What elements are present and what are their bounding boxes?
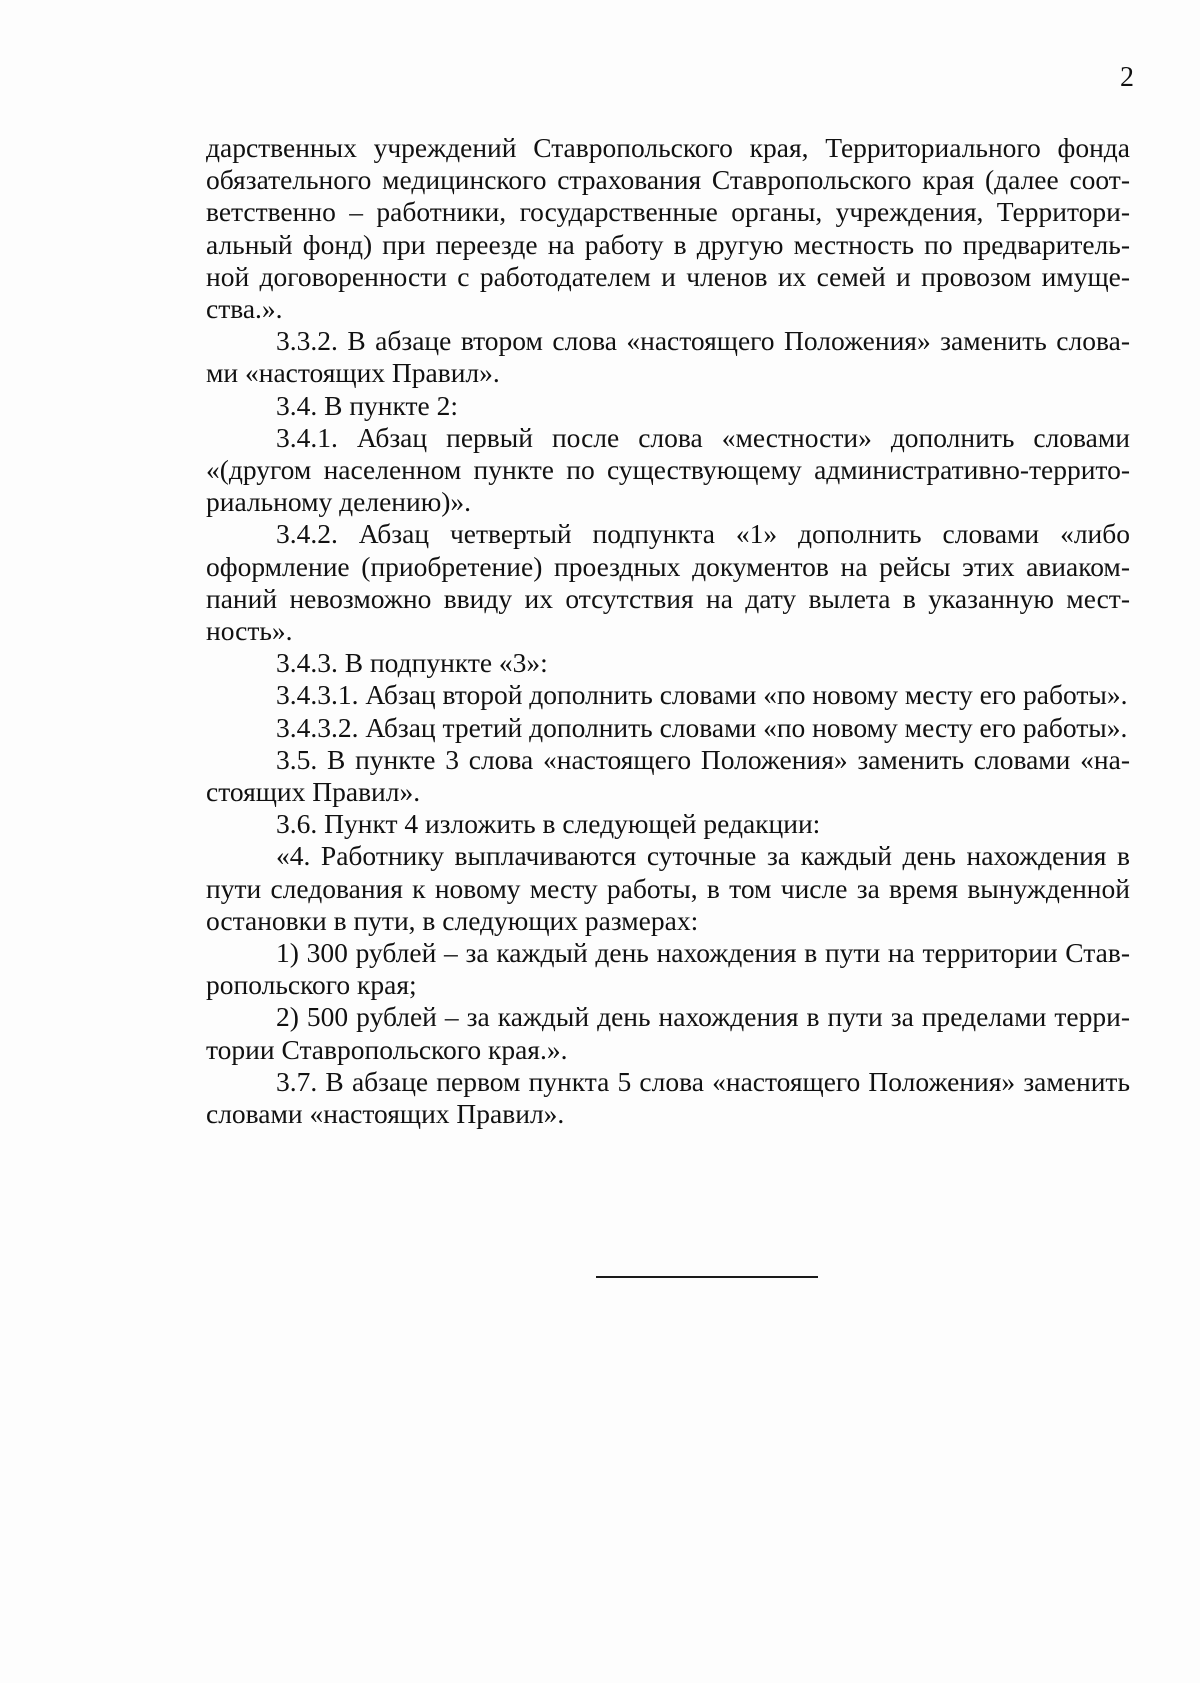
paragraph-3-6: 3.6. Пункт 4 изложить в следующей редакции: — [276, 808, 821, 840]
paragraph-subitem-2: 2) 500 рублей – за каждый день нахождения в пути за пределами территории Ставропольского края.». — [206, 1001, 1130, 1065]
paragraph-3-7: 3.7. В абзаце первом пункта 5 слова «настоящего Положения» заменить словами «настоящих Правил». — [206, 1065, 1130, 1130]
paragraph-continuation: дарственных учреждений Ставропольского края, Территориального фонда обязательного медицинского страхования Ставропольского края (далее соответственно – работники, государственные органы, учреждения, Территориальный фонд) при переезде на работу в другую местность по предварительной договоренности с работодателем и членов их семей и провозом имущества.». — [206, 132, 1130, 325]
paragraph-3-4: 3.4. В пункте 2: — [276, 389, 459, 421]
paragraph-3-4-3-1: 3.4.3.1. Абзац второй дополнить словами «по новому месту его работы». — [276, 679, 1128, 711]
paragraph-3-4-3-2: 3.4.3.2. Абзац третий дополнить словами «по новому месту его работы». — [276, 711, 1128, 743]
paragraph-3-4-1: 3.4.1. Абзац первый после слова «местности» дополнить словами «(другом населенном пункте по существующему административно-территориальному делению)». — [206, 421, 1130, 518]
paragraph-3-3-2: 3.3.2. В абзаце втором слова «настоящего Положения» заменить словами «настоящих Правил». — [206, 325, 1130, 389]
paragraph-3-4-3: 3.4.3. В подпункте «3»: — [276, 647, 548, 679]
paragraph-subitem-1: 1) 300 рублей – за каждый день нахождения в пути на территории Ставропольского края; — [206, 937, 1130, 1001]
paragraph-3-5: 3.5. В пункте 3 слова «настоящего Положения» заменить словами «настоящих Правил». — [206, 743, 1130, 808]
page-number: 2 — [1120, 62, 1134, 93]
paragraph-3-4-2: 3.4.2. Абзац четвертый подпункта «1» дополнить словами «либо оформление (приобретение) проездных документов на рейсы этих авиакомпаний невозможно ввиду их отсутствия на дату вылета в указанную местность». — [206, 518, 1130, 647]
document-body — [206, 132, 1130, 1130]
paragraph-quoted-item-4: «4. Работнику выплачиваются суточные за каждый день нахождения в пути следования к новому месту работы, в том числе за время вынужденной остановки в пути, в следующих размерах: — [206, 840, 1130, 936]
end-of-document-rule — [596, 1276, 818, 1278]
